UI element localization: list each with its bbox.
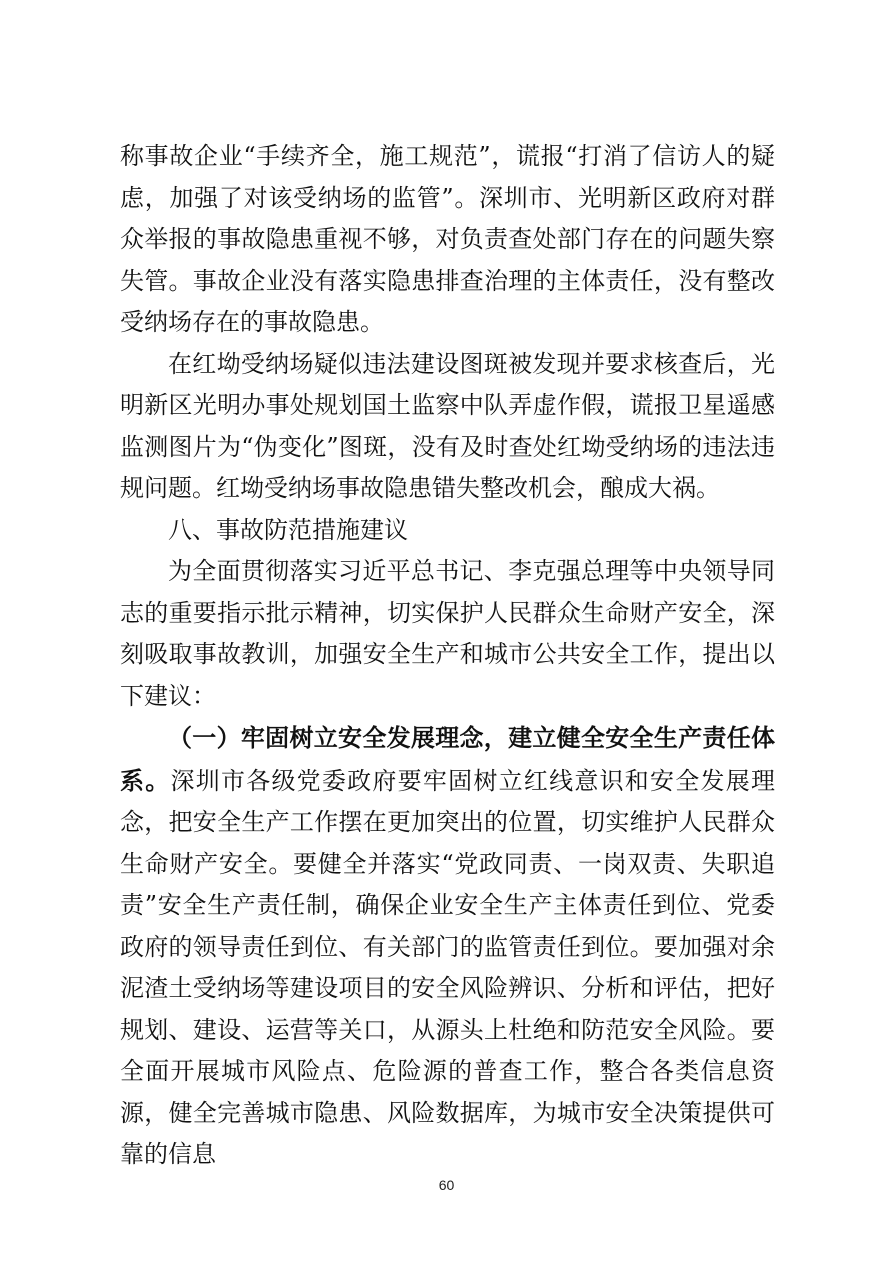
paragraph-suggestion-1 xyxy=(120,717,775,1176)
paragraph-continuation: 称事故企业“手续齐全，施工规范”，谎报“打消了信访人的疑虑，加强了对该受纳场的监管”。深圳市、光明新区政府对群众举报的事故隐患重视不够，对负责查处部门存在的问题失察失管。事故企业没有落实隐患排查治理的主体责任，没有整改受纳场存在的事故隐患。 xyxy=(120,142,775,336)
paragraph-hongao-site: 在红坳受纳场疑似违法建设图斑被发现并要求核查后，光明新区光明办事处规划国土监察中队弄虚作假，谎报卫星遥感监测图片为“伪变化”图斑，没有及时查处红坳受纳场的违法违规问题。红坳受纳场事故隐患错失整改机会，酿成大祸。 xyxy=(120,349,775,502)
page-number: 60 xyxy=(438,1177,455,1193)
suggestion-1-body: 深圳市各级党委政府要牢固树立红线意识和安全发展理念，把安全生产工作摆在更加突出的位置，切实维护人民群众生命财产安全。要健全并落实“党政同责、一岗双责、失职追责”安全生产责任制，确保企业安全生产主体责任到位、党委政府的领导责任到位、有关部门的监管责任到位。要加强对余泥渣土受纳场等建设项目的安全风险辨识、分析和评估，把好规划、建设、运营等关口，从源头上杜绝和防范安全风险。要全面开展城市风险点、危险源的普查工作，整合各类信息资源，健全完善城市隐患、风险数据库，为城市安全决策提供可靠的信息 xyxy=(120,766,776,1168)
document-body xyxy=(120,136,775,1176)
section-heading: 八、事故防范措施建议 xyxy=(168,515,408,544)
suggestion-1-heading: （一）牢固树立安全发展理念，建立健全安全生产责任体系。 xyxy=(120,723,775,795)
paragraph-intro-suggestions: 为全面贯彻落实习近平总书记、李克强总理等中央领导同志的重要指示批示精神，切实保护人民群众生命财产安全，深刻吸取事故教训，加强安全生产和城市公共安全工作，提出以下建议： xyxy=(120,557,775,710)
